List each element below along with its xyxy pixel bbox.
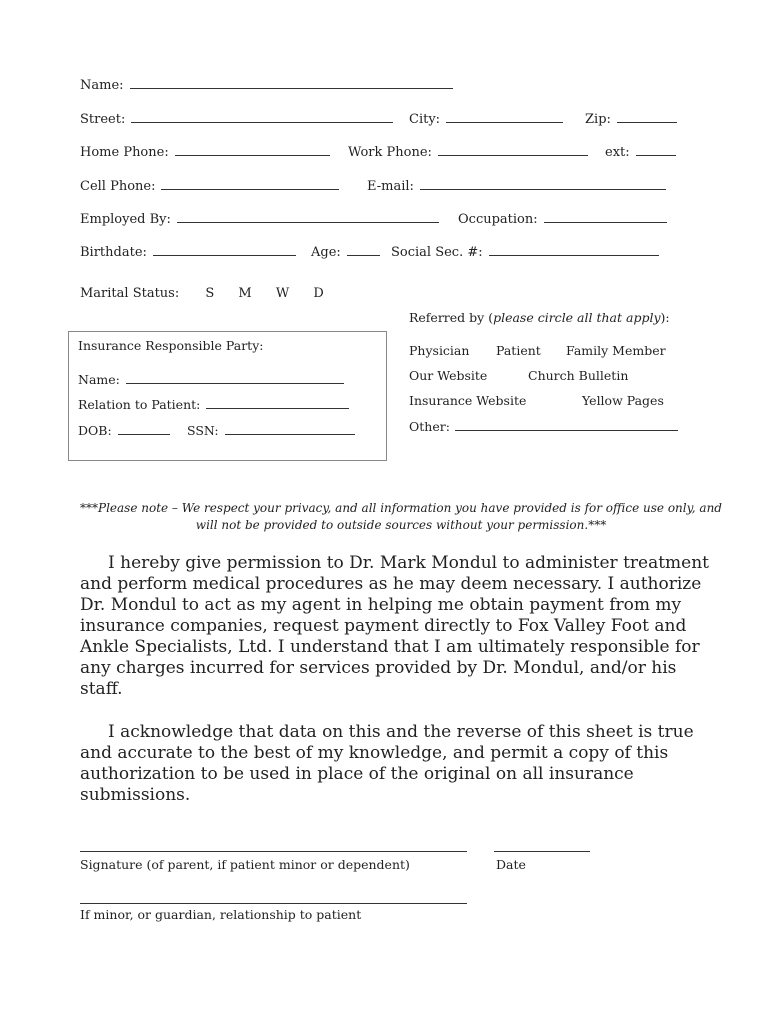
relation-blank[interactable] <box>206 396 349 409</box>
insurance-ssn-field[interactable] <box>187 422 355 439</box>
signature-label: Signature (of parent, if patient minor or dependent) <box>80 857 410 872</box>
dob-blank[interactable] <box>118 422 170 435</box>
birthdate-blank[interactable] <box>153 243 296 256</box>
insurance-name-field[interactable] <box>78 371 344 388</box>
referral-other-blank[interactable] <box>455 418 678 431</box>
marital-status-field <box>80 286 324 302</box>
zip-field[interactable] <box>585 110 677 128</box>
work-phone-label: Work Phone: <box>348 145 432 160</box>
insurance-name-label: Name: <box>78 372 120 387</box>
relation-label: Relation to Patient: <box>78 397 201 412</box>
referral-option-yellow-pages[interactable]: Yellow Pages <box>582 393 664 408</box>
name-label: Name: <box>80 78 124 93</box>
home-phone-blank[interactable] <box>175 143 330 156</box>
name-blank[interactable] <box>130 76 453 89</box>
referral-other-label: Other: <box>409 419 450 434</box>
employed-by-field[interactable] <box>80 210 439 228</box>
marital-option-single[interactable]: S <box>205 286 215 301</box>
street-field[interactable] <box>80 110 393 128</box>
birthdate-field[interactable] <box>80 243 296 261</box>
ssn-blank[interactable] <box>489 243 659 256</box>
marital-status-label: Marital Status: <box>80 286 180 301</box>
referral-other-field[interactable] <box>409 418 678 434</box>
employed-by-blank[interactable] <box>177 210 439 223</box>
referral-heading-italic: please circle all that apply <box>493 310 661 325</box>
relation-field[interactable] <box>78 396 349 413</box>
referral-heading-prefix: Referred by ( <box>409 310 494 325</box>
street-label: Street: <box>80 112 126 127</box>
ext-label: ext: <box>605 145 630 160</box>
name-field[interactable] <box>80 76 453 94</box>
home-phone-field[interactable] <box>80 143 330 161</box>
referral-option-family-member[interactable]: Family Member <box>566 343 666 358</box>
privacy-note: ***Please note – We respect your privacy, and all information you have provided is for office use only, and will not be provided to outside sources without your permission.*** <box>80 501 722 532</box>
employed-by-label: Employed By: <box>80 212 171 227</box>
ssn-field[interactable] <box>391 243 659 261</box>
email-label: E-mail: <box>367 179 414 194</box>
marital-option-married[interactable]: M <box>238 286 252 301</box>
marital-option-divorced[interactable]: D <box>313 286 324 301</box>
referral-heading-suffix: ): <box>660 310 670 325</box>
city-field[interactable] <box>409 110 563 128</box>
dob-field[interactable] <box>78 422 170 439</box>
zip-blank[interactable] <box>617 110 677 123</box>
insurance-name-blank[interactable] <box>126 371 344 384</box>
insurance-ssn-label: SSN: <box>187 423 219 438</box>
age-field[interactable] <box>311 243 380 261</box>
cell-phone-label: Cell Phone: <box>80 179 156 194</box>
city-blank[interactable] <box>446 110 563 123</box>
referral-option-physician[interactable]: Physician <box>409 343 470 358</box>
work-phone-field[interactable] <box>348 143 588 161</box>
insurance-box-title: Insurance Responsible Party: <box>78 338 264 353</box>
occupation-blank[interactable] <box>544 210 667 223</box>
marital-option-widowed[interactable]: W <box>275 286 290 301</box>
insurance-responsible-party-box <box>68 331 387 461</box>
signature-line[interactable] <box>80 851 467 852</box>
age-blank[interactable] <box>347 243 380 256</box>
ext-blank[interactable] <box>636 143 676 156</box>
referral-option-our-website[interactable]: Our Website <box>409 368 488 383</box>
guardian-line[interactable] <box>80 903 467 904</box>
email-blank[interactable] <box>420 177 666 190</box>
occupation-label: Occupation: <box>458 212 538 227</box>
age-label: Age: <box>311 245 341 260</box>
street-blank[interactable] <box>131 110 393 123</box>
guardian-label: If minor, or guardian, relationship to patient <box>80 907 362 922</box>
city-label: City: <box>409 112 441 127</box>
occupation-field[interactable] <box>458 210 667 228</box>
zip-label: Zip: <box>585 112 611 127</box>
referral-option-insurance-website[interactable]: Insurance Website <box>409 393 527 408</box>
ext-field[interactable] <box>605 143 676 161</box>
referral-option-church-bulletin[interactable]: Church Bulletin <box>528 368 629 383</box>
referral-option-patient[interactable]: Patient <box>496 343 541 358</box>
home-phone-label: Home Phone: <box>80 145 169 160</box>
insurance-ssn-blank[interactable] <box>225 422 355 435</box>
dob-label: DOB: <box>78 423 112 438</box>
email-field[interactable] <box>367 177 666 195</box>
date-line[interactable] <box>494 851 590 852</box>
referral-heading <box>409 310 670 325</box>
ssn-label: Social Sec. #: <box>391 245 483 260</box>
authorization-paragraph: I hereby give permission to Dr. Mark Mondul to administer treatment and perform medical procedures as he may deem necessary. I authorize Dr. Mondul to act as my agent in helping me obtain payment from my insurance companies, request payment directly to Fox Valley Foot and Ankle Specialists, Ltd. I understand that I am ultimately responsible for any charges incurred for services provided by Dr. Mondul, and/or his staff. <box>80 553 710 699</box>
work-phone-blank[interactable] <box>438 143 588 156</box>
acknowledgement-paragraph: I acknowledge that data on this and the reverse of this sheet is true and accurate to the best of my knowledge, and permit a copy of this authorization to be used in place of the original on all insurance submissions. <box>80 722 694 805</box>
birthdate-label: Birthdate: <box>80 245 147 260</box>
cell-phone-field[interactable] <box>80 177 339 195</box>
date-label: Date <box>496 857 526 872</box>
cell-phone-blank[interactable] <box>161 177 339 190</box>
